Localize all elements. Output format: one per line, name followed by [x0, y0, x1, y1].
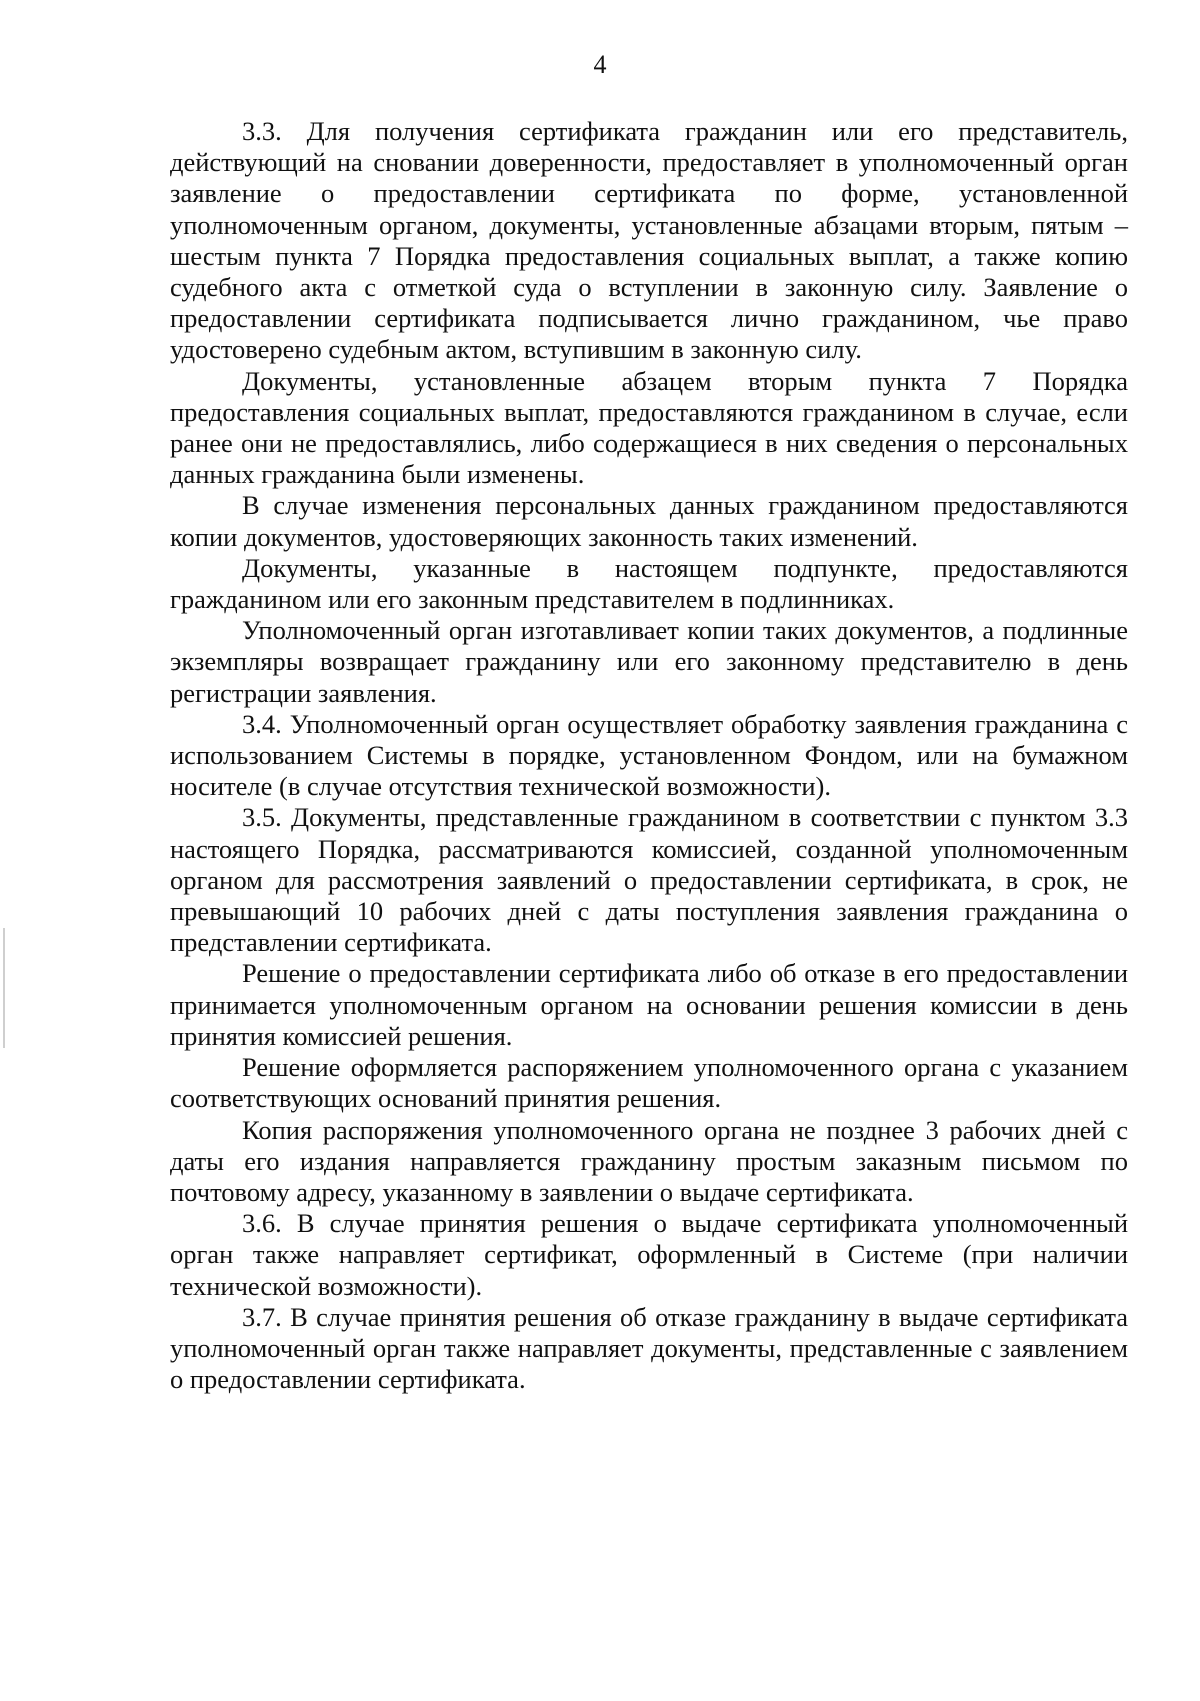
document-body — [170, 116, 1128, 1395]
paragraph-order-copy: Копия распоряжения уполномоченного органа не позднее 3 рабочих дней с даты его издания направляется гражданину простым заказным письмом по почтовому адресу, указанному в заявлении о выдаче сертификата. — [170, 1114, 1128, 1207]
paragraph-3-6: 3.6. В случае принятия решения о выдаче сертификата уполномоченный орган также направляет сертификат, оформленный в Системе (при наличии технической возможности). — [170, 1208, 1128, 1301]
paragraph-3-3: 3.3. Для получения сертификата гражданин или его представитель, действующий на сновании доверенности, предоставляет в уполномоченный орган заявление о предоставлении сертификата по форме, установленной уполномоченным органом, документы, установленные абзацами вторым, пятым – шестым пункта 7 Порядка предоставления социальных выплат, а также копию судебного акта с отметкой суда о вступлении в законную силу. Заявление о предоставлении сертификата подписывается лично гражданином, чье право удостоверено судебным актом, вступившим в законную силу. — [170, 116, 1128, 365]
paragraph-documents-abzac: Документы, установленные абзацем вторым пункта 7 Порядка предоставления социальных выплат, предоставляются гражданином в случае, если ранее они не предоставлялись, либо содержащиеся в них сведения о персональных данных гражданина были изменены. — [170, 365, 1128, 490]
paragraph-3-4: 3.4. Уполномоченный орган осуществляет обработку заявления гражданина с использованием Системы в порядке, установленном Фондом, или на бумажном носителе (в случае отсутствия технической возможности). — [170, 708, 1128, 802]
paragraph-copies: Уполномоченный орган изготавливает копии таких документов, а подлинные экземпляры возвращает гражданину или его законному представителю в день регистрации заявления. — [170, 615, 1128, 708]
paragraph-originals: Документы, указанные в настоящем подпункте, предоставляются гражданином или его законным представителем в подлинниках. — [170, 552, 1128, 615]
scan-margin-mark — [3, 928, 5, 1048]
paragraph-personal-data-change: В случае изменения персональных данных гражданином предоставляются копии документов, удостоверяющих законность таких изменений. — [170, 490, 1128, 552]
page-number: 4 — [593, 50, 607, 79]
paragraph-3-5: 3.5. Документы, представленные гражданином в соответствии с пунктом 3.3 настоящего Порядка, рассматриваются комиссией, созданной уполномоченным органом для рассмотрения заявлений о предоставлении сертификата, в срок, не превышающий 10 рабочих дней с даты поступления заявления гражданина о представлении сертификата. — [170, 802, 1128, 958]
paragraph-3-7: 3.7. В случае принятия решения об отказе гражданину в выдаче сертификата уполномоченный орган также направляет документы, представленные с заявлением о предоставлении сертификата. — [170, 1301, 1128, 1395]
paragraph-decision: Решение о предоставлении сертификата либо об отказе в его предоставлении принимается уполномоченным органом на основании решения комиссии в день принятия комиссией решения. — [170, 958, 1128, 1051]
paragraph-decision-order: Решение оформляется распоряжением уполномоченного органа с указанием соответствующих оснований принятия решения. — [170, 1052, 1128, 1114]
